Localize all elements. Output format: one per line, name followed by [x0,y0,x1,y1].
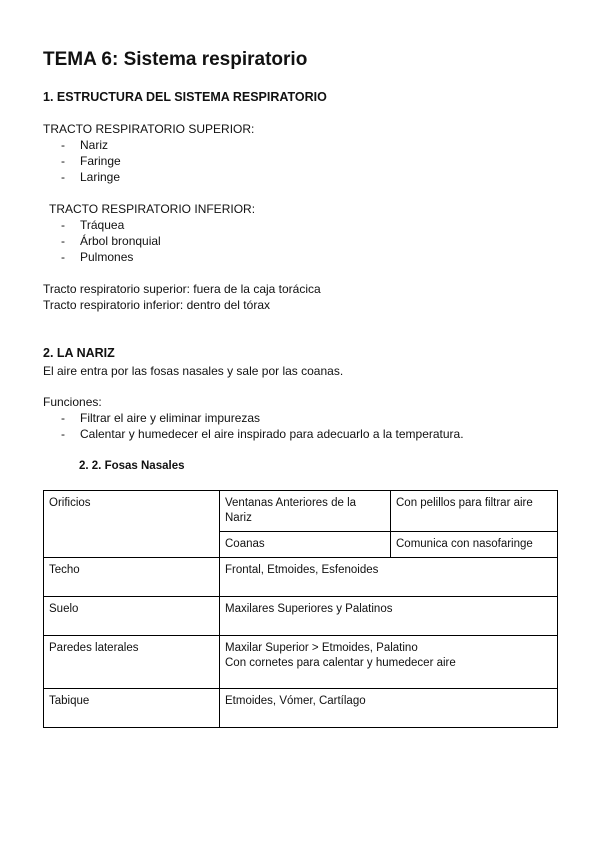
nose-intro: El aire entra por las fosas nasales y sale por las coanas. [43,364,344,378]
table-cell: Frontal, Etmoides, Esfenoides [220,558,558,597]
note-inferior: Tracto respiratorio inferior: dentro del tórax [43,298,270,312]
subsection-heading: 2. 2. Fosas Nasales [79,460,185,472]
table-cell: Comunica con nasofaringe [391,532,558,558]
note-superior: Tracto respiratorio superior: fuera de la caja torácica [43,282,321,296]
table-row [44,636,558,689]
table-cell: Ventanas Anteriores de la Nariz [220,491,391,532]
page-title: TEMA 6: Sistema respiratorio [43,49,308,70]
list-item: - Árbol bronquial [61,234,161,248]
table-row [44,689,558,728]
table-cell-label: Suelo [44,597,220,636]
functions-label: Funciones: [43,395,102,409]
inferior-tract-label: TRACTO RESPIRATORIO INFERIOR: [49,202,256,216]
table-cell-label: Tabique [44,689,220,728]
table-row [44,491,558,532]
cell-line: Con cornetes para calentar y humedecer aire [225,657,456,669]
table-cell: Coanas [220,532,391,558]
list-item: - Faringe [61,154,121,168]
table-cell: Con pelillos para filtrar aire [391,491,558,532]
table-cell: Etmoides, Vómer, Cartílago [220,689,558,728]
list-item: - Tráquea [61,218,125,232]
list-item: - Nariz [61,138,109,152]
section-2-heading: 2. LA NARIZ [43,346,115,360]
table-cell-label: Techo [44,558,220,597]
table-cell: Maxilares Superiores y Palatinos [220,597,558,636]
list-item: - Pulmones [61,250,134,264]
table-row [44,558,558,597]
section-1-heading: 1. ESTRUCTURA DEL SISTEMA RESPIRATORIO [43,90,327,104]
table-cell [220,636,558,689]
nasal-fossae-table [43,490,558,728]
superior-tract-label: TRACTO RESPIRATORIO SUPERIOR: [43,122,255,136]
list-item: - Calentar y humedecer el aire inspirado para adecuarlo a la temperatura. [61,427,464,441]
table-row [44,597,558,636]
cell-line: Maxilar Superior > Etmoides, Palatino [225,642,418,654]
list-item: - Laringe [61,170,121,184]
table-cell-label: Orificios [44,491,220,558]
table-cell-label: Paredes laterales [44,636,220,689]
list-item: - Filtrar el aire y eliminar impurezas [61,411,261,425]
